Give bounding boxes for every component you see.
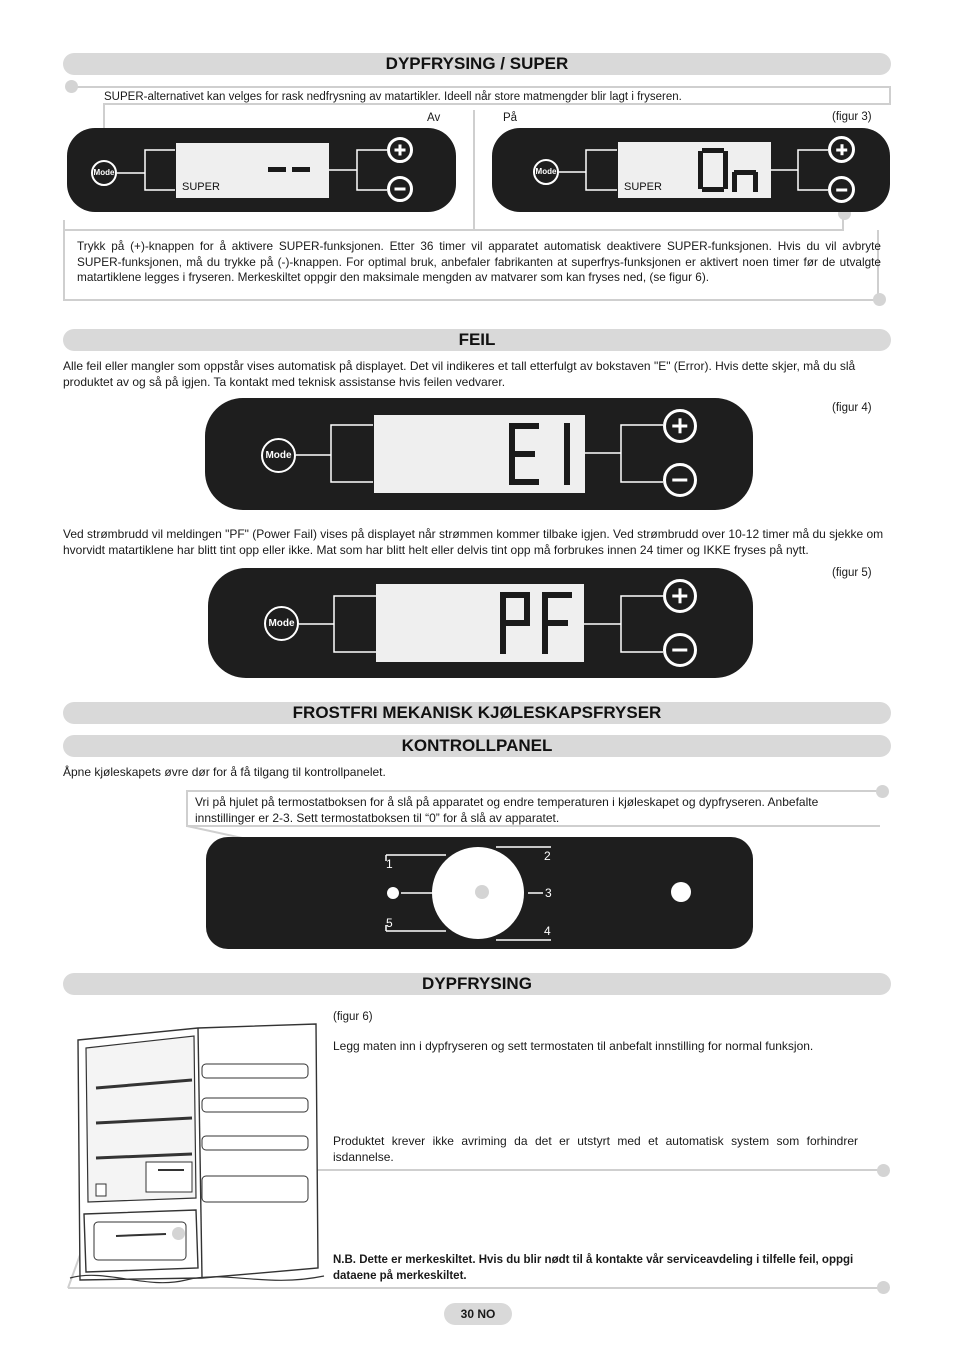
dypfrysing-text-1: Legg maten inn i dypfryseren og sett termostaten til anbefalt innstilling for normal funksjon. [333, 1039, 814, 1053]
control-panel-error [205, 398, 753, 510]
minus-button[interactable] [663, 463, 697, 497]
lcd-super-label: SUPER [624, 181, 662, 193]
callout-dot [877, 1281, 890, 1294]
figure-6-label: (figur 6) [333, 1011, 373, 1023]
page-number: 30 NO [444, 1303, 512, 1325]
mode-button[interactable]: Mode [533, 159, 559, 185]
off-indicator-dot [387, 887, 399, 899]
super-intro: SUPER-alternativet kan velges for rask nedfrysning av matartikler. Ideell når store matmengder blir lagt i fryseren. [104, 91, 682, 103]
dial-number-2: 2 [544, 849, 551, 863]
plus-button[interactable] [387, 137, 413, 163]
feil-intro: Alle feil eller mangler som oppstår vises automatisk på displayet. Det vil indikeres et tall etterfulgt av bokstaven "E" (Error). Hvis dette skjer, må du slå produktet av og så på igjen. Ta kontakt med teknisk assistanse hvis feilen vedvarer. [63, 359, 856, 389]
section-title-super: DYPFRYSING / SUPER [63, 53, 891, 75]
fridge-freezer-illustration [66, 1018, 328, 1290]
mode-button[interactable]: Mode [261, 438, 296, 473]
figure-3-label: (figur 3) [832, 111, 872, 123]
dypfrysing-text-2: Produktet krever ikke avriming da det er utstyrt med et automatisk system som forhindrer isdannelse. [333, 1134, 858, 1164]
dial-callout-dot [475, 885, 489, 899]
thermostat-panel [206, 837, 753, 949]
control-panel-off [67, 128, 456, 212]
label-on: På [503, 112, 518, 124]
lcd-segments-e1 [374, 415, 585, 493]
thermostat-dial[interactable] [432, 847, 524, 939]
lcd-display [618, 142, 771, 198]
figure-4-label: (figur 4) [832, 402, 872, 414]
control-panel-on [492, 128, 890, 212]
lcd-segments-pf [376, 584, 584, 662]
light-indicator [671, 882, 691, 902]
label-off: Av [427, 112, 441, 124]
callout-dot [65, 80, 78, 93]
plus-button[interactable] [663, 579, 697, 613]
callout-dot [172, 1227, 185, 1240]
mode-button[interactable]: Mode [264, 606, 299, 641]
kontroll-intro: Åpne kjøleskapets øvre dør for å få tilgang til kontrollpanelet. [63, 765, 386, 779]
thermostat-callout: Vri på hjulet på termostatboksen for å slå på apparatet og endre temperaturen i kjøleskapet og dypfryseren. Anbefalte innstillinger er 2-3. Sett termostatboksen til “0” for å slå av apparatet. [195, 795, 819, 825]
lcd-display [176, 143, 329, 198]
callout-dot [877, 1164, 890, 1177]
dial-number-3: 3 [545, 886, 552, 900]
dial-number-5: 5 [386, 916, 393, 930]
section-title-feil: FEIL [63, 329, 891, 351]
section-title-dypfrysing: DYPFRYSING [63, 973, 891, 995]
super-instructions: Trykk på (+)-knappen for å aktivere SUPER-funksjonen. Etter 36 timer vil apparatet automatisk deaktivere SUPER-funksjonen. Hvis du vil avbryte SUPER-funksjonen, må du trykke på (-)-knappen. For optimal bruk, anbefaler fabrikanten at superfrys-funksjonen er aktivert noen timer før de utvalgte matartiklene legges i fryseren. Merkeskiltet oppgir den maksimale mengden av matvarer som kan fryses ned, (se figur 6). [77, 239, 881, 284]
callout-dot [876, 785, 889, 798]
lcd-display [374, 415, 585, 493]
dial-number-4: 4 [544, 924, 551, 938]
plus-button[interactable] [828, 136, 855, 163]
dial-number-1: 1 [386, 857, 393, 871]
plus-button[interactable] [663, 409, 697, 443]
minus-button[interactable] [387, 176, 413, 202]
control-panel-power-fail [208, 568, 753, 678]
section-title-kontrollpanel: KONTROLLPANEL [63, 735, 891, 757]
callout-dot [873, 293, 886, 306]
mode-button[interactable]: Mode [91, 160, 117, 186]
minus-button[interactable] [828, 176, 855, 203]
figure-5-label: (figur 5) [832, 567, 872, 579]
section-title-frostfri: FROSTFRI MEKANISK KJØLESKAPSFRYSER [63, 702, 891, 724]
lcd-display [376, 584, 584, 662]
power-fail-text: Ved strømbrudd vil meldingen "PF" (Power Fail) vises på displayet når strømmen kommer tilbake igjen. Ved strømbrudd over 10-12 timer må du sjekke om hvorvidt matartiklene har blitt tint opp eller ikke. Mat som har blitt helt eller delvis tint opp må forbrukes innen 24 timer og IKKE fryses på nytt. [63, 527, 884, 557]
minus-button[interactable] [663, 633, 697, 667]
lcd-super-label: SUPER [182, 181, 220, 193]
rating-plate-note: N.B. Dette er merkeskiltet. Hvis du blir nødt til å kontakte vår serviceavdeling i tilfelle feil, oppgi dataene på merkeskiltet. [333, 1254, 854, 1282]
